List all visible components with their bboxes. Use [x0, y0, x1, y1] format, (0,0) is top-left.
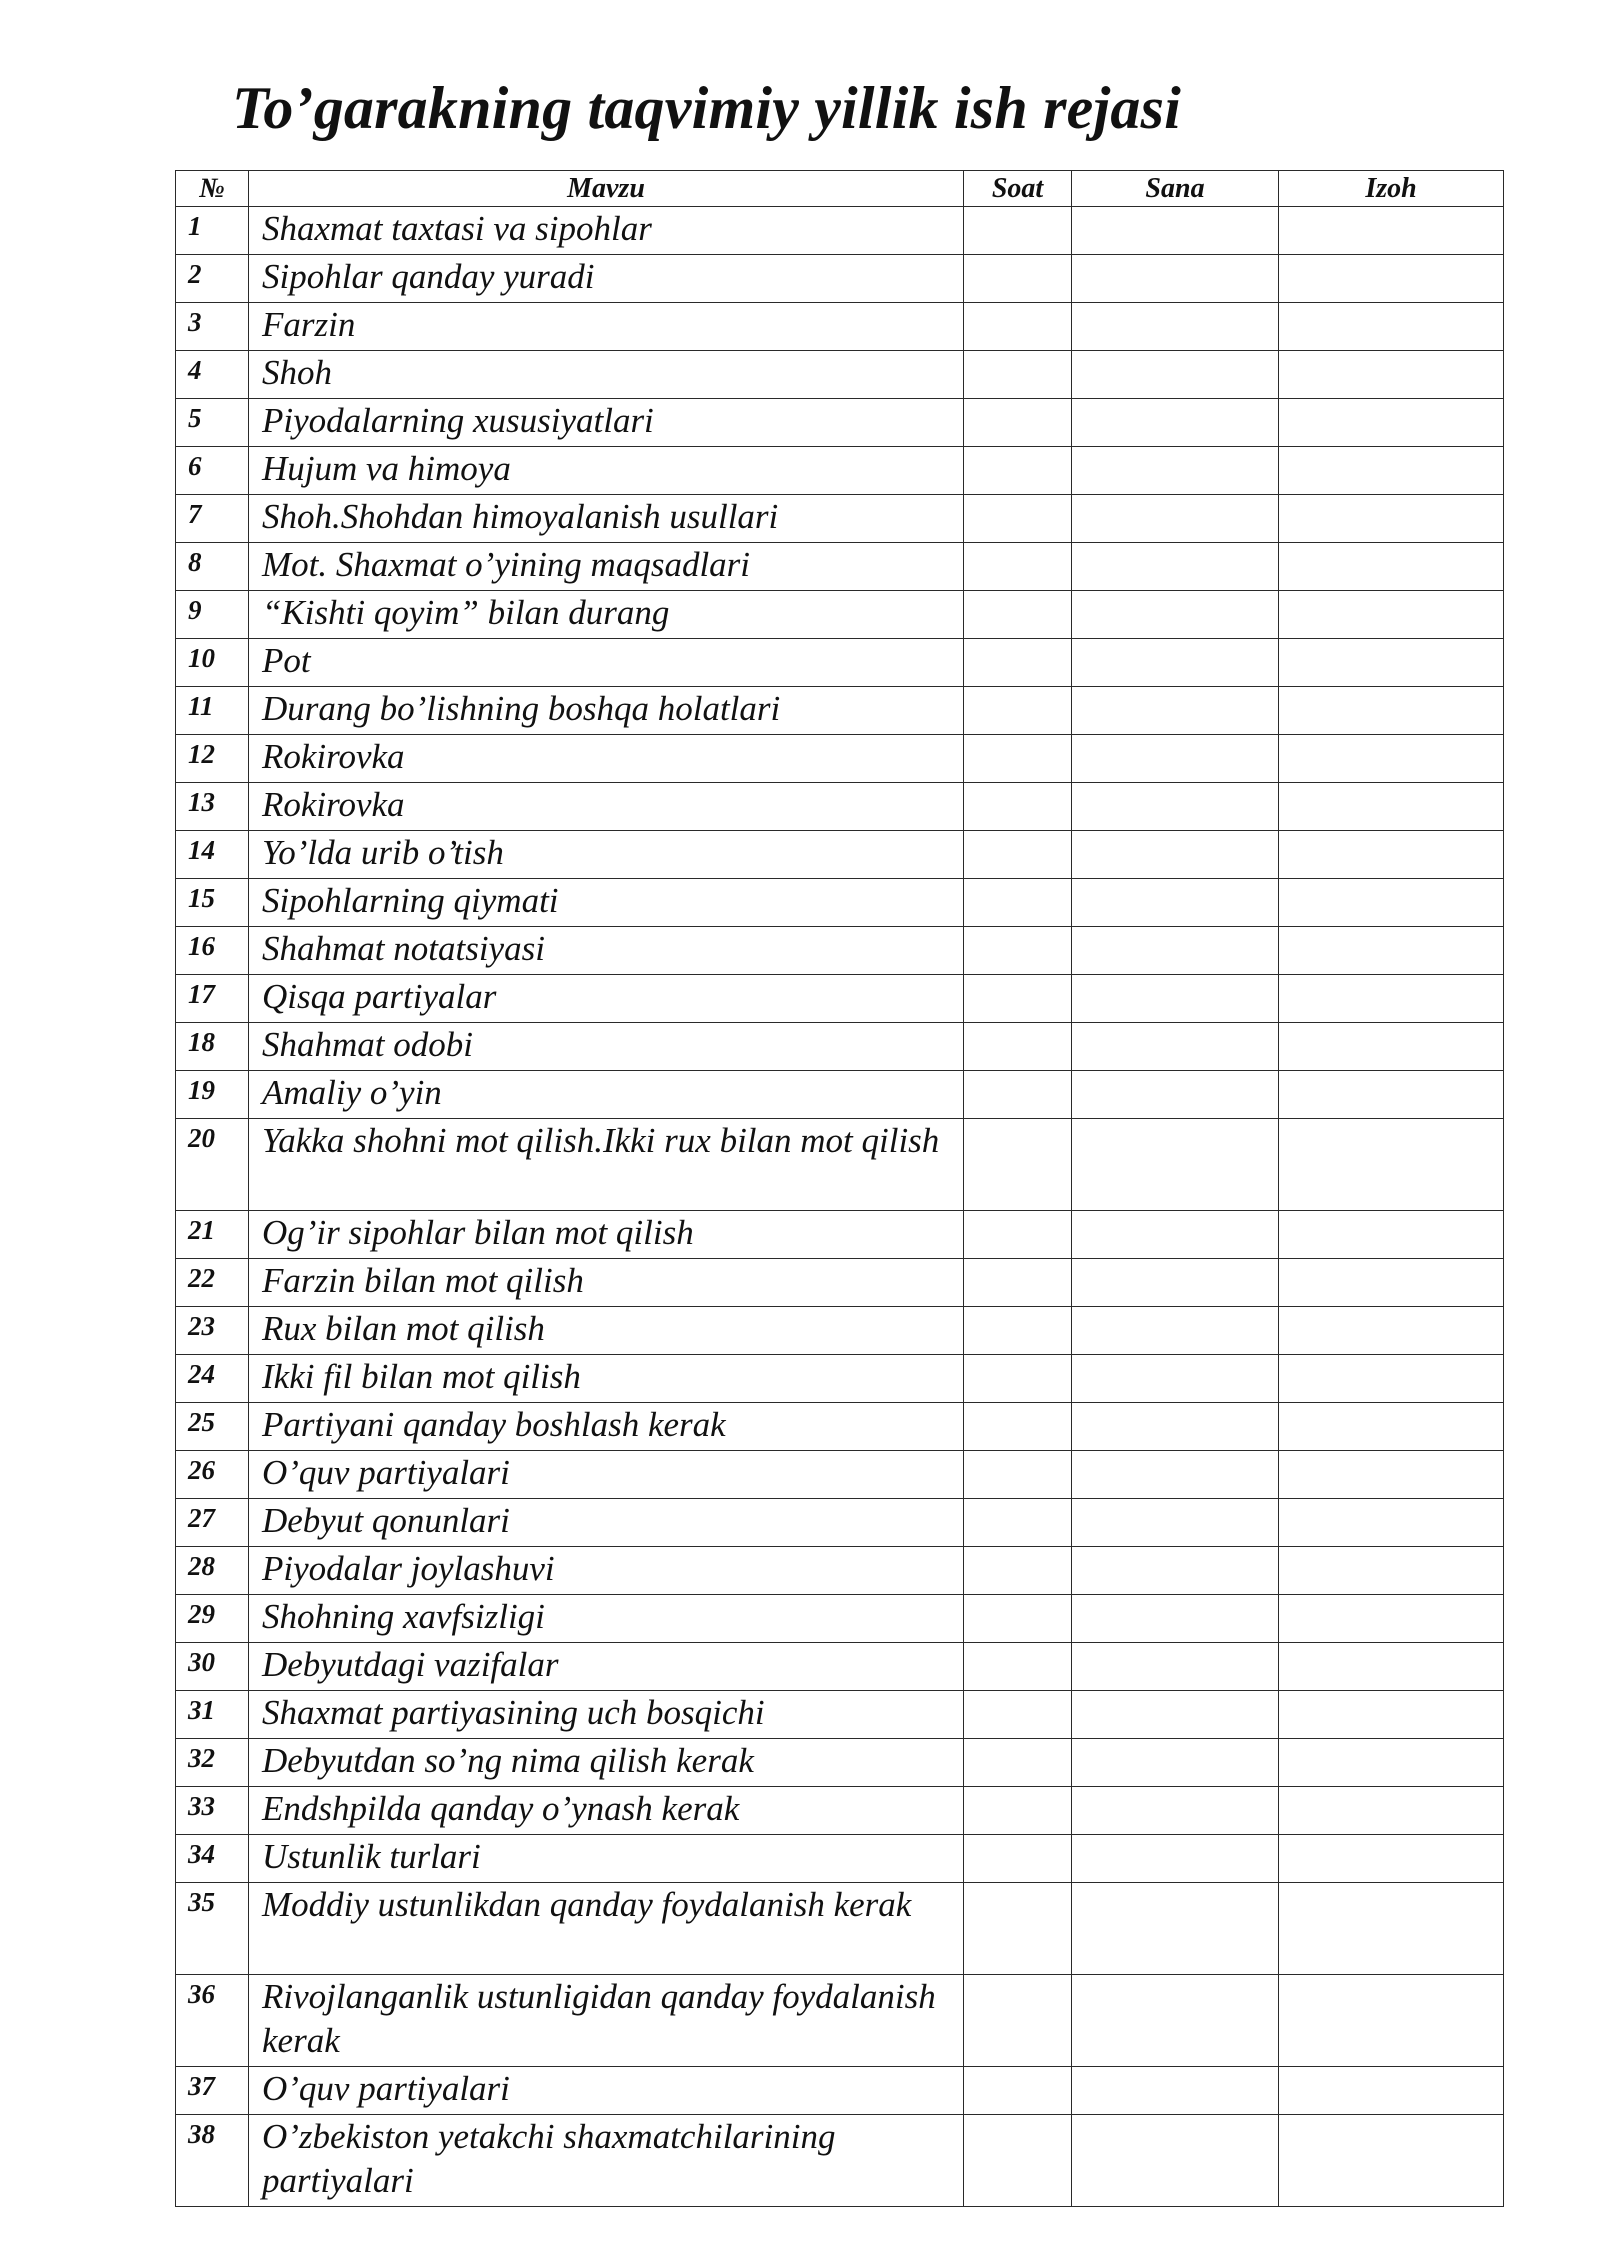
row-date-cell [1072, 207, 1279, 255]
row-date-cell [1072, 2115, 1279, 2207]
row-date-cell [1072, 543, 1279, 591]
row-note-cell [1279, 399, 1504, 447]
row-topic: Yo’lda urib o’tish [249, 831, 964, 879]
row-date-cell [1072, 639, 1279, 687]
row-number: 2 [176, 255, 249, 303]
row-hours-cell [964, 1071, 1072, 1119]
row-date-cell [1072, 1595, 1279, 1643]
row-hours-cell [964, 1547, 1072, 1595]
row-number: 3 [176, 303, 249, 351]
row-number: 29 [176, 1595, 249, 1643]
row-number: 13 [176, 783, 249, 831]
row-date-cell [1072, 1691, 1279, 1739]
header-date: Sana [1072, 171, 1279, 207]
row-hours-cell [964, 255, 1072, 303]
row-hours-cell [964, 1403, 1072, 1451]
row-number: 17 [176, 975, 249, 1023]
row-topic: Durang bo’lishning boshqa holatlari [249, 687, 964, 735]
row-number: 34 [176, 1835, 249, 1883]
row-topic: Rivojlanganlik ustunligidan qanday foydalanish kerak [249, 1975, 964, 2067]
table-row [176, 1547, 1504, 1595]
table-row [176, 1119, 1504, 1211]
row-note-cell [1279, 351, 1504, 399]
row-topic: Piyodalar joylashuvi [249, 1547, 964, 1595]
table-row [176, 687, 1504, 735]
row-hours-cell [964, 879, 1072, 927]
row-topic: Piyodalarning xususiyatlari [249, 399, 964, 447]
row-note-cell [1279, 207, 1504, 255]
row-hours-cell [964, 399, 1072, 447]
table-row [176, 1023, 1504, 1071]
table-row [176, 1259, 1504, 1307]
row-note-cell [1279, 2115, 1504, 2207]
row-date-cell [1072, 1547, 1279, 1595]
row-number: 22 [176, 1259, 249, 1307]
table-row [176, 1787, 1504, 1835]
plan-table [175, 170, 1504, 2207]
row-date-cell [1072, 927, 1279, 975]
row-hours-cell [964, 1211, 1072, 1259]
table-row [176, 303, 1504, 351]
table-row [176, 879, 1504, 927]
row-number: 9 [176, 591, 249, 639]
table-row [176, 639, 1504, 687]
row-number: 4 [176, 351, 249, 399]
row-hours-cell [964, 1595, 1072, 1643]
row-note-cell [1279, 1691, 1504, 1739]
row-note-cell [1279, 735, 1504, 783]
row-number: 12 [176, 735, 249, 783]
table-row [176, 1835, 1504, 1883]
row-hours-cell [964, 1023, 1072, 1071]
table-row [176, 975, 1504, 1023]
row-number: 5 [176, 399, 249, 447]
row-topic: Ustunlik turlari [249, 1835, 964, 1883]
row-number: 14 [176, 831, 249, 879]
row-topic: O’zbekiston yetakchi shaxmatchilarining partiyalari [249, 2115, 964, 2207]
row-hours-cell [964, 1975, 1072, 2067]
header-number: № [176, 171, 249, 207]
row-hours-cell [964, 735, 1072, 783]
row-hours-cell [964, 783, 1072, 831]
row-hours-cell [964, 447, 1072, 495]
row-number: 1 [176, 207, 249, 255]
row-note-cell [1279, 1787, 1504, 1835]
row-date-cell [1072, 1499, 1279, 1547]
table-row [176, 1643, 1504, 1691]
table-row [176, 831, 1504, 879]
row-date-cell [1072, 1883, 1279, 1975]
table-row [176, 927, 1504, 975]
row-topic: Sipohlarning qiymati [249, 879, 964, 927]
row-date-cell [1072, 783, 1279, 831]
table-row [176, 591, 1504, 639]
row-topic: Qisqa partiyalar [249, 975, 964, 1023]
row-topic: O’quv partiyalari [249, 1451, 964, 1499]
row-hours-cell [964, 303, 1072, 351]
row-topic: Pot [249, 639, 964, 687]
row-note-cell [1279, 639, 1504, 687]
row-number: 16 [176, 927, 249, 975]
row-hours-cell [964, 351, 1072, 399]
table-row [176, 207, 1504, 255]
row-hours-cell [964, 1499, 1072, 1547]
table-row [176, 255, 1504, 303]
row-date-cell [1072, 1787, 1279, 1835]
row-topic: Ikki fil bilan mot qilish [249, 1355, 964, 1403]
row-number: 20 [176, 1119, 249, 1211]
row-note-cell [1279, 1355, 1504, 1403]
row-hours-cell [964, 1451, 1072, 1499]
row-number: 36 [176, 1975, 249, 2067]
row-topic: Shahmat odobi [249, 1023, 964, 1071]
row-note-cell [1279, 783, 1504, 831]
row-hours-cell [964, 543, 1072, 591]
row-number: 25 [176, 1403, 249, 1451]
row-topic: Endshpilda qanday o’ynash kerak [249, 1787, 964, 1835]
row-topic: Farzin bilan mot qilish [249, 1259, 964, 1307]
table-row [176, 1451, 1504, 1499]
row-topic: Farzin [249, 303, 964, 351]
row-topic: Debyutdan so’ng nima qilish kerak [249, 1739, 964, 1787]
table-row [176, 1403, 1504, 1451]
row-note-cell [1279, 927, 1504, 975]
row-hours-cell [964, 2067, 1072, 2115]
row-note-cell [1279, 1071, 1504, 1119]
row-hours-cell [964, 687, 1072, 735]
row-date-cell [1072, 1975, 1279, 2067]
row-topic: “Kishti qoyim” bilan durang [249, 591, 964, 639]
row-topic: Rokirovka [249, 735, 964, 783]
table-row [176, 399, 1504, 447]
row-hours-cell [964, 2115, 1072, 2207]
row-number: 7 [176, 495, 249, 543]
table-row [176, 2067, 1504, 2115]
row-number: 32 [176, 1739, 249, 1787]
row-topic: Yakka shohni mot qilish.Ikki rux bilan mot qilish [249, 1119, 964, 1211]
row-number: 24 [176, 1355, 249, 1403]
row-hours-cell [964, 927, 1072, 975]
row-hours-cell [964, 1259, 1072, 1307]
row-note-cell [1279, 543, 1504, 591]
row-number: 28 [176, 1547, 249, 1595]
row-date-cell [1072, 879, 1279, 927]
row-date-cell [1072, 1739, 1279, 1787]
table-row [176, 783, 1504, 831]
row-note-cell [1279, 1211, 1504, 1259]
row-topic: Amaliy o’yin [249, 1071, 964, 1119]
row-topic: Og’ir sipohlar bilan mot qilish [249, 1211, 964, 1259]
row-note-cell [1279, 1403, 1504, 1451]
row-note-cell [1279, 1643, 1504, 1691]
row-topic: Rux bilan mot qilish [249, 1307, 964, 1355]
row-note-cell [1279, 1307, 1504, 1355]
row-note-cell [1279, 1499, 1504, 1547]
row-note-cell [1279, 831, 1504, 879]
row-date-cell [1072, 1023, 1279, 1071]
page-title: To’garakning taqvimiy yillik ish rejasi [232, 75, 1181, 141]
row-note-cell [1279, 1835, 1504, 1883]
table-row [176, 1691, 1504, 1739]
row-date-cell [1072, 687, 1279, 735]
row-hours-cell [964, 1835, 1072, 1883]
row-number: 26 [176, 1451, 249, 1499]
row-topic: Shaxmat partiyasining uch bosqichi [249, 1691, 964, 1739]
row-date-cell [1072, 447, 1279, 495]
row-number: 35 [176, 1883, 249, 1975]
row-date-cell [1072, 1259, 1279, 1307]
row-date-cell [1072, 2067, 1279, 2115]
row-topic: Hujum va himoya [249, 447, 964, 495]
row-number: 30 [176, 1643, 249, 1691]
table-row [176, 447, 1504, 495]
row-note-cell [1279, 303, 1504, 351]
row-note-cell [1279, 1883, 1504, 1975]
table-row [176, 495, 1504, 543]
table-header-row [176, 171, 1504, 207]
row-hours-cell [964, 1739, 1072, 1787]
row-hours-cell [964, 1119, 1072, 1211]
table-row [176, 2115, 1504, 2207]
row-hours-cell [964, 1355, 1072, 1403]
row-number: 31 [176, 1691, 249, 1739]
row-note-cell [1279, 255, 1504, 303]
table-row [176, 543, 1504, 591]
row-note-cell [1279, 879, 1504, 927]
row-number: 33 [176, 1787, 249, 1835]
row-hours-cell [964, 207, 1072, 255]
row-topic: Moddiy ustunlikdan qanday foydalanish kerak [249, 1883, 964, 1975]
row-date-cell [1072, 1643, 1279, 1691]
row-note-cell [1279, 1119, 1504, 1211]
row-date-cell [1072, 1835, 1279, 1883]
row-note-cell [1279, 1739, 1504, 1787]
row-number: 11 [176, 687, 249, 735]
row-topic: Debyut qonunlari [249, 1499, 964, 1547]
row-number: 6 [176, 447, 249, 495]
row-hours-cell [964, 591, 1072, 639]
header-topic: Mavzu [249, 171, 964, 207]
table-row [176, 1595, 1504, 1643]
row-number: 10 [176, 639, 249, 687]
row-hours-cell [964, 1691, 1072, 1739]
row-hours-cell [964, 975, 1072, 1023]
row-note-cell [1279, 1595, 1504, 1643]
row-note-cell [1279, 2067, 1504, 2115]
row-note-cell [1279, 447, 1504, 495]
row-hours-cell [964, 1643, 1072, 1691]
row-date-cell [1072, 591, 1279, 639]
row-date-cell [1072, 1355, 1279, 1403]
row-number: 27 [176, 1499, 249, 1547]
row-topic: Shahmat notatsiyasi [249, 927, 964, 975]
row-note-cell [1279, 1975, 1504, 2067]
row-date-cell [1072, 1211, 1279, 1259]
row-date-cell [1072, 735, 1279, 783]
table-body [176, 207, 1504, 2207]
table-row [176, 351, 1504, 399]
row-hours-cell [964, 1307, 1072, 1355]
row-date-cell [1072, 1071, 1279, 1119]
row-topic: Shaxmat taxtasi va sipohlar [249, 207, 964, 255]
table-row [176, 1211, 1504, 1259]
row-date-cell [1072, 1451, 1279, 1499]
row-number: 37 [176, 2067, 249, 2115]
row-topic: Shoh [249, 351, 964, 399]
row-date-cell [1072, 1119, 1279, 1211]
table-row [176, 1499, 1504, 1547]
row-date-cell [1072, 303, 1279, 351]
row-number: 19 [176, 1071, 249, 1119]
header-note: Izoh [1279, 171, 1504, 207]
row-topic: Sipohlar qanday yuradi [249, 255, 964, 303]
row-topic: Partiyani qanday boshlash kerak [249, 1403, 964, 1451]
row-number: 38 [176, 2115, 249, 2207]
row-note-cell [1279, 495, 1504, 543]
row-date-cell [1072, 255, 1279, 303]
row-topic: Mot. Shaxmat o’yining maqsadlari [249, 543, 964, 591]
header-hours: Soat [964, 171, 1072, 207]
table-row [176, 735, 1504, 783]
row-note-cell [1279, 687, 1504, 735]
row-topic: Rokirovka [249, 783, 964, 831]
row-hours-cell [964, 495, 1072, 543]
row-number: 21 [176, 1211, 249, 1259]
table-row [176, 1883, 1504, 1975]
row-note-cell [1279, 1023, 1504, 1071]
row-topic: Shoh.Shohdan himoyalanish usullari [249, 495, 964, 543]
row-date-cell [1072, 1403, 1279, 1451]
row-number: 8 [176, 543, 249, 591]
row-date-cell [1072, 1307, 1279, 1355]
row-hours-cell [964, 639, 1072, 687]
row-note-cell [1279, 591, 1504, 639]
row-date-cell [1072, 351, 1279, 399]
row-topic: Shohning xavfsizligi [249, 1595, 964, 1643]
table-row [176, 1307, 1504, 1355]
row-topic: O’quv partiyalari [249, 2067, 964, 2115]
row-note-cell [1279, 975, 1504, 1023]
row-number: 18 [176, 1023, 249, 1071]
table-row [176, 1071, 1504, 1119]
row-date-cell [1072, 831, 1279, 879]
row-number: 15 [176, 879, 249, 927]
row-hours-cell [964, 831, 1072, 879]
row-date-cell [1072, 975, 1279, 1023]
row-note-cell [1279, 1451, 1504, 1499]
row-date-cell [1072, 495, 1279, 543]
row-note-cell [1279, 1259, 1504, 1307]
table-row [176, 1975, 1504, 2067]
row-hours-cell [964, 1787, 1072, 1835]
row-note-cell [1279, 1547, 1504, 1595]
row-number: 23 [176, 1307, 249, 1355]
row-topic: Debyutdagi vazifalar [249, 1643, 964, 1691]
table-row [176, 1739, 1504, 1787]
table-row [176, 1355, 1504, 1403]
row-date-cell [1072, 399, 1279, 447]
row-hours-cell [964, 1883, 1072, 1975]
